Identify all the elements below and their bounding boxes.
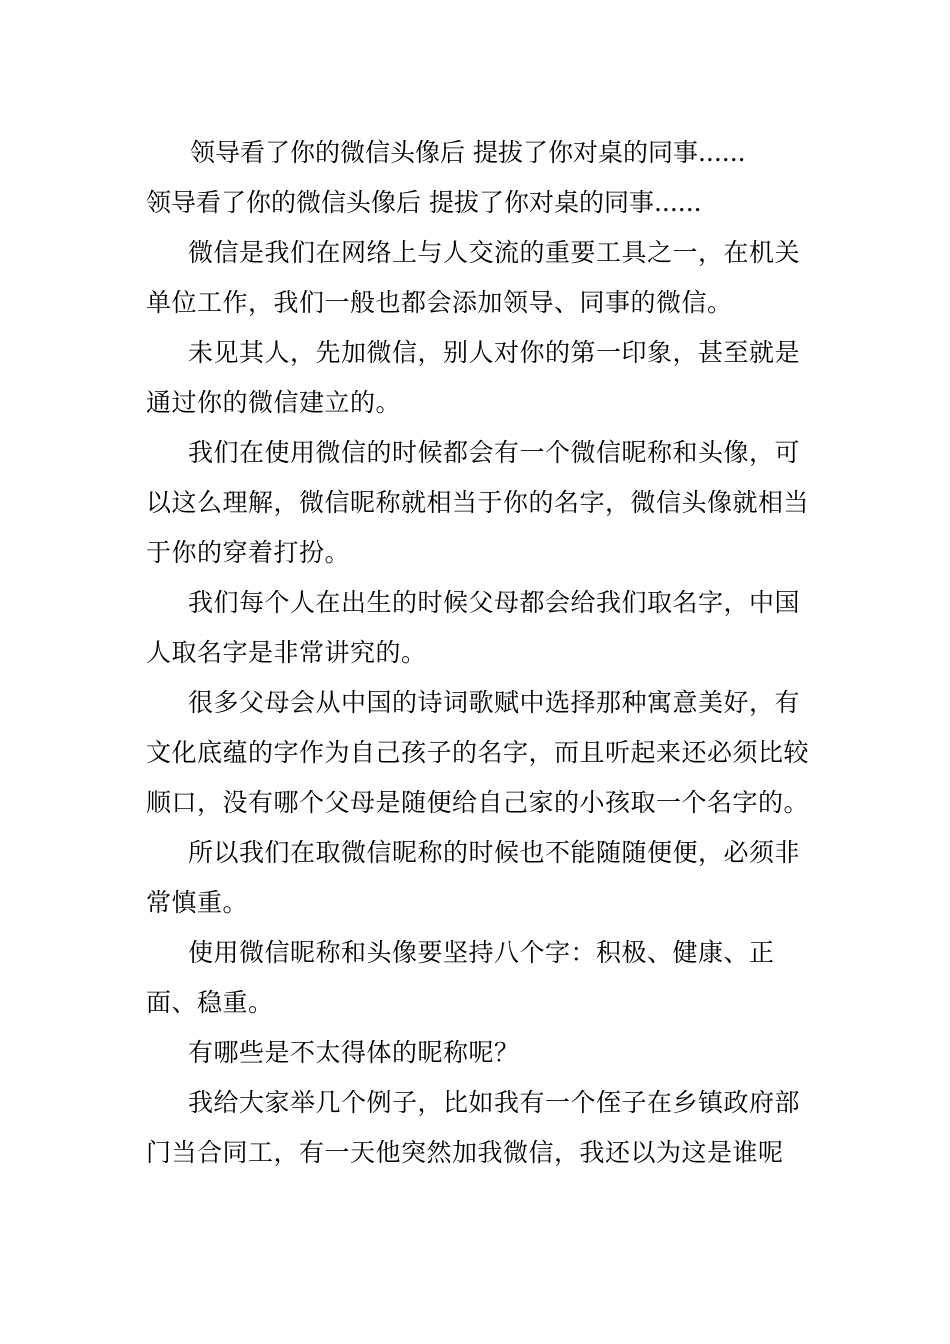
paragraph: 所以我们在取微信昵称的时候也不能随随便便，必须非常慎重。 bbox=[146, 838, 801, 917]
paragraph: 很多父母会从中国的诗词歌赋中选择那种寓意美好，有文化底蕴的字作为自己孩子的名字，而且听起来还必须比较顺口，没有哪个父母是随便给自己家的小孩取一个名字的。 bbox=[146, 688, 810, 817]
paragraph: 未见其人，先加微信，别人对你的第一印象，甚至就是通过你的微信建立的。 bbox=[146, 338, 801, 417]
paragraph: 我们每个人在出生的时候父母都会给我们取名字，中国人取名字是非常讲究的。 bbox=[146, 588, 801, 667]
paragraph: 使用微信昵称和头像要坚持八个字：积极、健康、正面、稳重。 bbox=[146, 938, 775, 1017]
article-subtitle: 领导看了你的微信头像后 提拔了你对桌的同事...... bbox=[146, 188, 702, 217]
article-body bbox=[146, 128, 818, 1178]
article-title: 领导看了你的微信头像后 提拔了你对桌的同事...... bbox=[190, 138, 746, 167]
paragraph: 我们在使用微信的时候都会有一个微信昵称和头像，可以这么理解，微信昵称就相当于你的名字，微信头像就相当于你的穿着打扮。 bbox=[146, 438, 810, 567]
paragraph: 我给大家举几个例子，比如我有一个侄子在乡镇政府部门当合同工，有一天他突然加我微信，我还以为这是谁呢 bbox=[146, 1088, 801, 1167]
paragraph: 有哪些是不太得体的昵称呢？ bbox=[188, 1038, 520, 1067]
paragraph: 微信是我们在网络上与人交流的重要工具之一，在机关单位工作，我们一般也都会添加领导、同事的微信。 bbox=[146, 238, 801, 317]
